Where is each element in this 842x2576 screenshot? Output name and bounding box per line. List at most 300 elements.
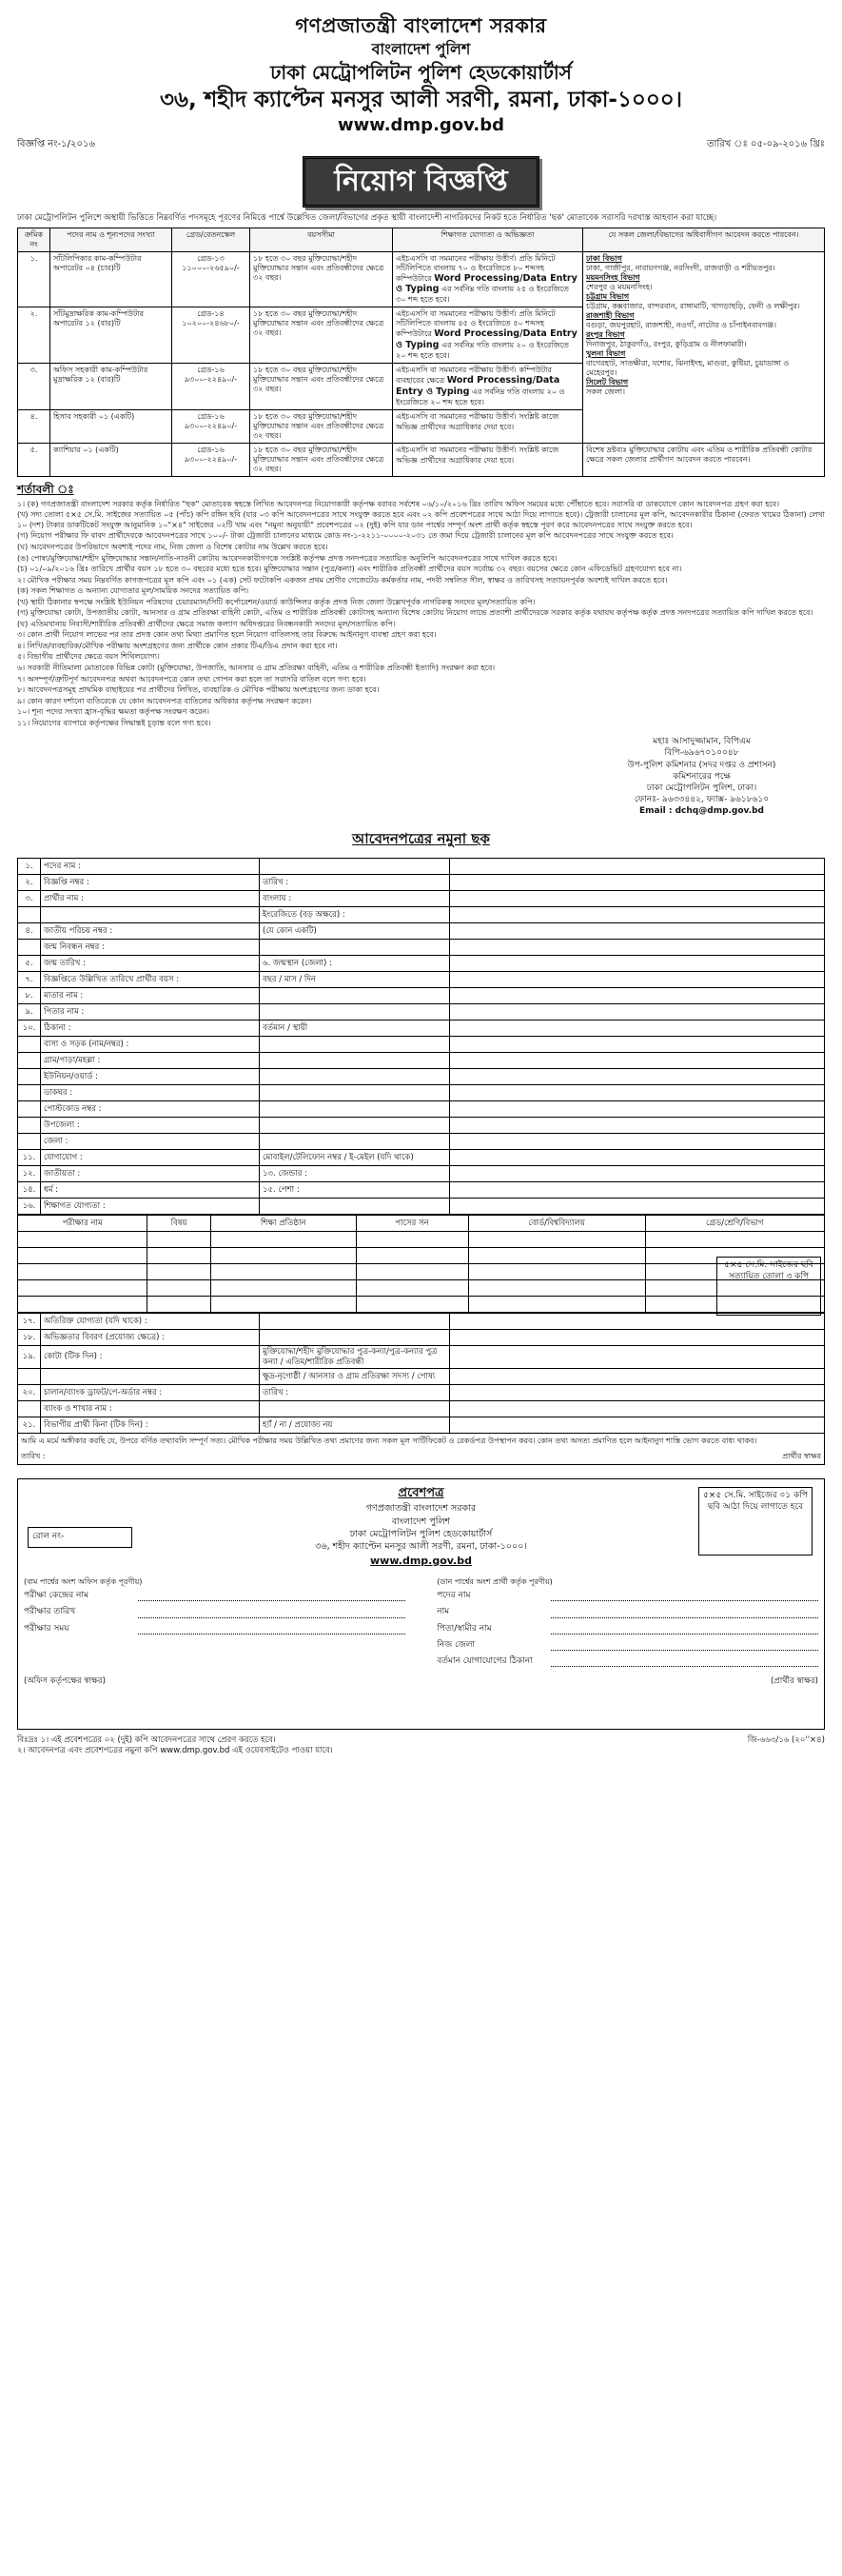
admit-card [17,1478,825,1730]
form-row-fill[interactable] [450,1150,825,1166]
form-row-number: ১২. [18,1166,41,1182]
term-item: (ক) সকল শিক্ষাগত ও অন্যান্য যোগ্যতার মূল/সাময়িক সনদের সত্যায়িত কপি। [17,586,249,596]
form-row-label: জন্ম তারিখ : [41,956,260,972]
th-grade: গ্রেড/বেতনস্কেল [172,228,250,251]
edu-cell[interactable] [356,1264,468,1280]
admit-hq: ঢাকা মেট্রোপলিটন পুলিশ হেডকোয়ার্টার্স [349,1529,493,1540]
form-row-extra: ক্ষুদ্র-নৃগোষ্ঠী / আনসার ও গ্রাম প্রতিরক্ষা সদস্য / পোষ্য [260,1369,450,1385]
police-name: বাংলাদেশ পুলিশ [371,40,471,59]
form-row-number: ১১. [18,1150,41,1166]
admit-row-label: পরীক্ষা কেন্দ্রের নাম [24,1591,89,1601]
website: www.dmp.gov.bd [337,115,505,135]
post-row [18,251,825,307]
form-row [18,1166,825,1182]
form-row-extra [260,988,450,1004]
form-row-extra [260,1134,450,1150]
form-row-number: ১৯. [18,1346,41,1369]
form-row-extra [260,1401,450,1417]
roll-box: রোল নং- [28,1527,132,1548]
form-row-fill[interactable] [450,1417,825,1434]
edu-row [18,1232,825,1248]
post-edu [393,409,583,443]
form-row-label: ধর্ম : [41,1182,260,1199]
form-row-extra: বাংলায় : [260,891,450,907]
form-row-extra: হ্যাঁ / না / প্রযোজ্য নয় [260,1417,450,1434]
form-row [18,940,825,956]
form-row-label: ইউনিয়ন/ওয়ার্ড : [41,1069,260,1085]
form-row-fill[interactable] [450,923,825,940]
form-row [18,1314,825,1330]
term-item: ৭। অসম্পূর্ণ/ত্রুটিপূর্ণ আবেদনপত্র অথবা আবেদনপত্রে কোন তথ্য গোপন করা হলে তা সরাসরি বাতিল বলে গণ্য হবে। [17,674,366,684]
edu-cell[interactable] [147,1232,211,1248]
govt-name: গণপ্রজাতন্ত্রী বাংলাদেশ সরকার [295,14,547,37]
form-row-number: ১. [18,859,41,875]
edu-cell[interactable] [356,1248,468,1264]
admit-row-label: নিজ জেলা [437,1639,476,1650]
post-name: ক্যাশিয়ার ০১ (একটি) [50,443,172,476]
edu-cell[interactable] [468,1248,645,1264]
admit-row-label: বর্তমান যোগাযোগের ঠিকানা [437,1656,533,1667]
form-title: আবেদনপত্রের নমুনা ছক [352,830,490,848]
form-row-extra [260,1101,450,1118]
edu-skill: Word Processing/Data Entry ও Typing [396,375,560,397]
term-item: (খ) সদ্য তোলা ৫×৫ সে.মি. সাইজের সত্যায়িত ০৫ (পাঁচ) কপি রঙ্গিন ছবি (যার ০৩ কপি আবেদনপত্রের সাথে সংযুক্ত করতে হবে এবং ০২ কপি প্রবেশপত্রের সাথে আঠা দিয়ে লাগাতে হবে)। ট্রেজারী চালানের মূল কপি, আবেদনকারীর ঠিকানা (ফেরত খামের ঠিকানা) লেখা ১০ (দশ) টাকার ডাকটিকেট সংযুক্ত আনুমানিক ১০"×৪" সাইজের ০২টি খাম এবং "নমুনা অনুযায়ী" প্রবেশপত্রের ০২ (দুই) কপি যার ডান পার্শ্বের সম্পূর্ণ অংশ প্রার্থী কর্তৃক স্বহস্তে পূরণ করে আবেদনপত্রের সাথে সংযুক্ত করতে হবে। [17,510,825,529]
post-age: ১৮ হতে ৩০ বছর মুক্তিযোদ্ধা/শহীদ মুক্তিযোদ্ধার সন্তান এবং প্রতিবন্ধীদের ক্ষেত্রে ৩২ বছর। [250,409,393,443]
form-row-extra: ইংরেজিতে (বড় অক্ষরে) : [260,907,450,923]
intro-text: ঢাকা মেট্রোপলিটন পুলিশে অস্থায়ী ভিত্তিতে নিম্নবর্ণিত পদসমূহে পূরণের নিমিত্তে পার্শ্বে উল্লেখিত জেলা/বিভাগের প্রকৃত স্থায়ী বাংলাদেশী নাগরিকদের নিকট হতে নির্ধারিত 'ছক' মোতাবেক সরাসরি দরখাস্ত আহবান করা যাচ্ছে। [17,212,717,223]
admit-police: বাংলাদেশ পুলিশ [391,1516,451,1527]
th-age: বয়সসীমা [250,228,393,251]
edu-cell[interactable] [147,1280,211,1297]
form-row-number [18,1037,41,1053]
edu-cell[interactable] [210,1248,356,1264]
form-row-fill[interactable] [450,1401,825,1417]
sig-email: Email : dchq@dmp.gov.bd [638,806,764,817]
term-item: ৯। কোন কারণ দর্শানো ব্যতিরেকে যে কোন আবেদনপত্র বাতিলের অধিকার কর্তৃপক্ষ সংরক্ষণ করেন। [17,696,312,705]
admit-row-line[interactable] [138,1607,405,1617]
edu-cell[interactable] [147,1297,211,1313]
form-row-label: পিতার নাম : [41,1004,260,1020]
form-row-number: ৫. [18,956,41,972]
form-row-extra [260,1330,450,1346]
form-row-label [41,907,260,923]
form-row-label: কোটা (টিক দিন) : [41,1346,260,1369]
form-row-extra [260,1069,450,1085]
form-row-label: বাসা ও সড়ক (নাম/নম্বর) : [41,1037,260,1053]
form-row [18,1346,825,1369]
form-row [18,891,825,907]
terms-title: শর্তাবলী ঃ [17,482,74,496]
form-row-fill[interactable] [450,1369,825,1385]
edu-tail: এর সর্বনিম্ন গতি বাংলায় ২০ ও ইংরেজিতে ২০ শব্দ হতে হবে। [396,341,569,361]
admit-row-line[interactable] [551,1607,818,1617]
edu-cell[interactable] [18,1248,147,1264]
form-row-extra [260,1118,450,1134]
th-edu: শিক্ষাগত যোগ্যতা ও অভিজ্ঞতা [393,228,583,251]
form-row [18,1004,825,1020]
edu-header: পরীক্ষার নাম [18,1216,147,1232]
form-row [18,1085,825,1101]
admit-columns [24,1577,818,1673]
post-edu [393,307,583,364]
form-row-number: ৮. [18,988,41,1004]
admit-address: ৩৬, শহীদ ক্যাপ্টেন মনসুর আলী সরণী, রমনা, ঢাকা-১০০০। [315,1541,527,1553]
form-row [18,1385,825,1401]
edu-text: এইচএসসি বা সমমানের পরীক্ষায় উত্তীর্ণ। সংশ্লিষ্ট কাজে অভিজ্ঞ প্রার্থীদের অগ্রাধিকার দেয়া হবে। [396,411,559,431]
district-title: রংপুর বিভাগ [586,329,625,339]
district-body: চট্টগ্রাম, কক্সবাজার, বান্দরবান, রাঙ্গামাটি, খাগড়াছড়ি, ফেনী ও লক্ষীপুর। [586,301,800,310]
form-row-number: ১৪. [18,1182,41,1199]
form-row-label: উপজেলা : [41,1118,260,1134]
form-row-extra [260,1314,450,1330]
form-row-label: অতিরিক্ত যোগ্যতা (যদি থাকে) : [41,1314,260,1330]
admit-row [437,1591,818,1601]
form-row-number [18,1069,41,1085]
photo-box: ৫×৫ সে.মি. সাইজের ছবি সত্যায়িত তোলা ৩ কপি [716,1257,821,1316]
form-row-extra: বর্তমান / স্থায়ী [260,1020,450,1037]
post-age: ১৮ হতে ৩০ বছর মুক্তিযোদ্ধা/শহীদ মুক্তিযোদ্ধার সন্তান এবং প্রতিবন্ধীদের ক্ষেত্রে ৩২ বছর। [250,307,393,364]
form-row [18,1101,825,1118]
form-row-number [18,940,41,956]
form-row-number: ৪. [18,923,41,940]
term-item: ১। (ক) গণপ্রজাতন্ত্রী বাংলাদেশ সরকার কর্তৃক নির্ধারিত "ছক" মোতাবেক স্বহস্তে লিখিত আবেদনপত্র নিয়োগকারী কর্তৃপক্ষ বরাবর সর্বশেষ ০৬/১০/২০১৬ খ্রিঃ তারিখ অফিস সময়ের মধ্যে পৌঁছাতে হবে। সরাসরি বা ডাকযোগে কোন আবেদনপত্র গ্রহণ করা হবে। [17,499,779,508]
term-item: (ঙ) পোষ্য/মুক্তিযোদ্ধা/শহীদ মুক্তিযোদ্ধার সন্তান/নাতি-নাতনী কোটায় আবেদনকারীগণকে সংশ্লিষ্ট কর্তৃপক্ষ প্রদত্ত সনদপত্রের সত্যায়িত অনুলিপি আবেদনপত্রের সাথে দাখিল করতে হবে। [17,553,558,563]
header [17,13,825,137]
term-item: ১১। নিয়োগের ব্যাপারে কর্তৃপক্ষের সিদ্ধান্তই চূড়ান্ত বলে গণ্য হবে। [17,718,211,727]
edu-header: শিক্ষা প্রতিষ্ঠান [210,1216,356,1232]
ref-date: তারিখ ঃ ০৫-০৯-২০১৬ খ্রিঃ [707,138,825,149]
form-row-extra [260,940,450,956]
sig-designation: উপ-পুলিশ কমিশনার (সদর দপ্তর ও প্রশাসন) [627,760,776,770]
form-row-number: ২০. [18,1385,41,1401]
form-row-label: ঠিকানা : [41,1020,260,1037]
form-row-fill[interactable] [450,1385,825,1401]
form-row-extra [260,1004,450,1020]
edu-cell[interactable] [210,1297,356,1313]
district-body: বগুড়া, জয়পুরহাট, রাজশাহী, নওগাঁ, নাটোর ও চাঁপাইনবাবগঞ্জ। [586,320,777,329]
form-row-fill[interactable] [450,891,825,907]
form-row [18,859,825,875]
post-age: ১৮ হতে ৩০ বছর মুক্তিযোদ্ধা/শহীদ মুক্তিযোদ্ধার সন্তান এবং প্রতিবন্ধীদের ক্ষেত্রে ৩২ বছর। [250,364,393,410]
edu-cell[interactable] [468,1280,645,1297]
form-row [18,988,825,1004]
edu-row [18,1280,825,1297]
sig-office: ঢাকা মেট্রোপলিটন পুলিশ, ঢাকা। [646,783,757,793]
post-grade: গ্রেড-১৪ ১০২০০-২৪৬৮০/- [172,307,250,364]
edu-cell[interactable] [18,1264,147,1280]
form-row-label: গ্রাম/পাড়া/মহল্লা : [41,1053,260,1069]
form-row [18,875,825,891]
declaration-text: আমি এ মর্মে অঙ্গীকার করছি যে, উপরে বর্ণিত তথ্যাবলি সম্পূর্ণ সত্য। মৌখিক পরীক্ষার সময় উল্লিখিত তথ্য প্রমাণের জন্য সকল মূল সার্টিফিকেট ও রেকর্ডপত্র উপস্থাপন করব। কোন তথ্য অসত্য প্রমাণিত হলে আইনানুগ শাস্তি ভোগ করতে বাধ্য থাকব। [21,1437,757,1446]
form-row-fill[interactable] [450,907,825,923]
form-row-fill[interactable] [450,972,825,988]
form-row [18,1182,825,1199]
form-row-number [18,1101,41,1118]
form-row-fill[interactable] [450,1330,825,1346]
admit-row [437,1607,818,1617]
admit-govt: গণপ্রজাতন্ত্রী বাংলাদেশ সরকার [365,1503,477,1515]
admit-row-label: পদের নাম [437,1591,471,1601]
form-row-extra: বছর / মাস / দিন [260,972,450,988]
district-title: ঢাকা বিভাগ [586,253,622,263]
edu-cell[interactable] [210,1232,356,1248]
form-row-label: যোগাযোগ : [41,1150,260,1166]
form-row-fill[interactable] [450,1199,825,1215]
edu-row [18,1297,825,1313]
district-title: রাজশাহী বিভাগ [586,310,635,320]
posts-table [17,228,825,477]
admit-row-line[interactable] [138,1624,405,1635]
post-row [18,443,825,476]
form-row-label: জেলা : [41,1134,260,1150]
form-row [18,907,825,923]
form-row [18,1417,825,1434]
form-row-number [18,1401,41,1417]
form-row [18,1401,825,1417]
edu-row [18,1248,825,1264]
post-grade: গ্রেড-১৩ ১১০০০-২৬৫৯০/- [172,251,250,307]
education-table [17,1215,825,1313]
admit-row-line[interactable] [551,1591,818,1601]
form-row-extra: মুক্তিযোদ্ধা/শহীদ মুক্তিযোদ্ধার পুত্র-কন্যা/পুত্র-কন্যার পুত্র কন্যা / এতিম/শারীরিক প্রতিবন্ধী [260,1346,450,1369]
form-row-label: প্রার্থীর নাম : [41,891,260,907]
form-row-fill[interactable] [450,1085,825,1101]
admit-row [24,1607,405,1617]
banner-wrap [17,156,825,208]
declaration [17,1434,825,1465]
form-row-number [18,1369,41,1385]
hq-address: ৩৬, শহীদ ক্যাপ্টেন মনসুর আলী সরণী, রমনা, ঢাকা-১০০০। [160,88,682,113]
term-item: ৮। আবেদনপত্রসমূহ প্রাথমিক বাছাইয়ের পর প্রার্থীদের লিখিত, ব্যবহারিক ও মৌখিক পরীক্ষায় অংশগ্রহণের জন্য ডাকা হবে। [17,685,380,695]
post-edu [393,443,583,476]
edu-cell[interactable] [18,1297,147,1313]
form-row-fill[interactable] [450,1053,825,1069]
edu-header: পাসের সন [356,1216,468,1232]
form-row-label: বিজ্ঞপ্তি নম্বর : [41,875,260,891]
hq-name: ঢাকা মেট্রোপলিটন পুলিশ হেডকোয়ার্টার্স [270,61,572,85]
form-row [18,956,825,972]
form-row-label: বিভাগীয় প্রার্থী কিনা (টিক দিন) : [41,1417,260,1434]
district-list [583,251,825,443]
form-row-fill[interactable] [450,875,825,891]
term-item: (ঘ) এতিমখানায় নিবাসী/শারীরিক প্রতিবন্ধী প্রার্থীদের ক্ষেত্রে সমাজ কল্যাণ অধিদপ্তরের নিবন্ধনকারী সনদের মূল/সত্যায়িত কপি। [17,619,396,628]
form-row-number [18,907,41,923]
edu-cell[interactable] [356,1232,468,1248]
terms-list [17,500,825,728]
term-item: ২। মৌখিক পরীক্ষার সময় নিম্নবর্ণিত কাগজপত্রের মূল কপি এবং ০১ (এক) সেট ফটোকপি একজন প্রথম শ্রেণীর গেজেটেড কর্মকর্তার নাম, পদবী সম্বলিত সীল, স্বাক্ষর ও তারিখসহ সত্যায়নপূর্বক অবশ্যই দাখিল করতে হবে। [17,575,668,585]
post-grade: গ্রেড-১৬ ৯৩০০-২২৪৯০/- [172,364,250,410]
post-edu [393,251,583,307]
form-row-label: বিজ্ঞপ্তিতে উল্লিখিত তারিখে প্রার্থীর বয়স : [41,972,260,988]
admit-right [437,1577,818,1673]
footnote-2: ২। আবেদনপত্র এবং প্রবেশপত্রের নমুনা কপি www.dmp.gov.bd এই ওয়েবসাইটেও পাওয়া যাবে। [17,1745,333,1755]
admit-title: প্রবেশপত্র [398,1486,444,1501]
print-code: জি-৬৬৩/১৬ (২০''×৪) [747,1735,825,1746]
application-form-2 [17,1313,825,1434]
term-item: ৫। বিভাগীয় প্রার্থীদের ক্ষেত্রে বয়স শিথিলযোগ্য। [17,652,160,662]
edu-tail: এর সর্বনিম্ন গতি বাংলায় ২০ ও ইংরেজিতে ২০ শব্দ হতে হবে। [396,386,565,406]
admit-row-label: পরীক্ষার সময় [24,1623,69,1634]
right-caption: (ডান পার্শ্বের অংশ প্রার্থী কর্তৃক পূরণীয়) [437,1577,553,1587]
form-row-fill[interactable] [450,956,825,972]
admit-row-line[interactable] [138,1591,405,1601]
declaration-footer [21,1452,821,1461]
edu-text: এইচএসসি বা সমমানের পরীক্ষায় উত্তীর্ণ। প্রতি মিনিটে সাঁটলিপিতে বাংলায় ৭০ ও ইংরেজিতে ৮০ শব্দসহ কম্পিউটারে [396,253,556,283]
edu-cell[interactable] [468,1264,645,1280]
post-no: ১. [18,251,50,307]
form-row-fill[interactable] [450,1182,825,1199]
candidate-signature: (প্রার্থীর স্বাক্ষর) [771,1676,818,1687]
edu-cell[interactable] [645,1232,824,1248]
form-row-extra: তারিখ : [260,1385,450,1401]
edu-header: বিষয় [147,1216,211,1232]
form-row [18,1330,825,1346]
district-body: দিনাজপুর, ঠাকুরগাঁও, রংপুর, কুড়িগ্রাম ও নীলফামারী। [586,339,747,348]
edu-cell[interactable] [18,1232,147,1248]
form-row-label: পদের নাম : [41,859,260,875]
district-body: বাগেরহাট, সাতক্ষীরা, যশোর, ঝিনাইদহ, মাগুরা, কুষ্টিয়া, চুয়াডাঙ্গা ও মেহেরপুর। [586,358,790,377]
recruitment-banner: নিয়োগ বিজ্ঞপ্তি [303,156,538,208]
post-no: ৫. [18,443,50,476]
edu-cell[interactable] [468,1297,645,1313]
edu-cell[interactable] [147,1248,211,1264]
form-row-extra [260,859,450,875]
admit-row-line[interactable] [551,1640,818,1651]
sig-name: মহাঃ আসাদুজ্জামান, বিপিএম [653,737,751,747]
district-title: ময়মনসিংহ বিভাগ [586,272,640,282]
edu-cell[interactable] [210,1264,356,1280]
ref-number: বিজ্ঞপ্তি নং-১/২০১৬ [17,138,95,149]
form-row [18,1150,825,1166]
form-row [18,972,825,988]
form-row-fill[interactable] [450,1134,825,1150]
term-item: ৪। লিখিত/ব্যবহারিক/মৌখিক পরীক্ষায় অংশগ্রহণের জন্য প্রার্থীকে কোন প্রকার টিএ/ডিএ প্রদান করা হবে না। [17,641,338,650]
term-item: ১০। শূন্য পদের সংখ্যা হ্রাস-বৃদ্ধির ক্ষমতা কর্তৃপক্ষ সংরক্ষণ করেন। [17,707,209,717]
form-row-number: ১৬. [18,1199,41,1215]
form-row-fill[interactable] [450,1314,825,1330]
post-grade: গ্রেড-১৬ ৯৩০০-২২৪৯০/- [172,443,250,476]
admit-row-line[interactable] [551,1624,818,1635]
form-row-extra [260,1037,450,1053]
form-row-extra: তারিখ : [260,875,450,891]
form-row-fill[interactable] [450,1346,825,1369]
form-row-fill[interactable] [450,1069,825,1085]
form-row-fill[interactable] [450,859,825,875]
form-row [18,923,825,940]
form-row [18,1118,825,1134]
term-item: (খ) স্থায়ী ঠিকানার স্বপক্ষে সংশ্লিষ্ট ইউনিয়ন পরিষদের চেয়ারম্যান/সিটি কর্পোরেশন/ওয়ার্ড কাউন্সিলর কর্তৃক প্রদত্ত নিজ জেলা উল্লেখপূর্বক নাগরিকত্ব সনদের মূল/সত্যায়িত কপি। [17,597,536,606]
form-row-fill[interactable] [450,1101,825,1118]
signature-block [578,736,825,817]
admit-website: www.dmp.gov.bd [370,1554,472,1567]
form-row-number: ১৮. [18,1330,41,1346]
edu-header-row [18,1216,825,1232]
post-grade: গ্রেড-১৬ ৯৩০০-২২৪৯০/- [172,409,250,443]
form-row-number: ৭. [18,972,41,988]
admit-row [24,1591,405,1601]
form-row-extra: ৬. জন্মস্থান (জেলা) : [260,956,450,972]
form-row-number: ২১. [18,1417,41,1434]
edu-cell[interactable] [356,1297,468,1313]
form-row-number: ৯. [18,1004,41,1020]
edu-header: গ্রেড/শ্রেণি/বিভাগ [645,1216,824,1232]
left-caption: (বাম পার্শ্বের অংশ অফিস কর্তৃক পূরণীয়) [24,1577,143,1587]
district-note: বিশেষ দ্রষ্টব্যঃ মুক্তিযোদ্ধার কোটায় এবং এতিম ও শারীরিক প্রতিবন্ধী কোটার ক্ষেত্রে সকল জেলার প্রার্থীগণ আবেদন করতে পারবেন। [583,443,825,476]
form-row-label: জাতীয়তা : [41,1166,260,1182]
admit-row [437,1640,818,1651]
form-row-label: ডাকঘর : [41,1085,260,1101]
sig-for: কমিশনারের পক্ষে [673,771,731,782]
form-row-fill[interactable] [450,988,825,1004]
form-row-label: জন্ম নিবন্ধন নম্বর : [41,940,260,956]
form-row-label [41,1369,260,1385]
form-row-fill[interactable] [450,1020,825,1037]
form-row-extra: ১৩. জেন্ডার : [260,1166,450,1182]
form-row-fill[interactable] [450,1004,825,1020]
edu-cell[interactable] [356,1280,468,1297]
form-row-label: অভিজ্ঞতার বিবরণ (প্রযোজ্য ক্ষেত্রে) : [41,1330,260,1346]
edu-cell[interactable] [147,1264,211,1280]
post-name: হিসাব সহকারী ০১ (একটি) [50,409,172,443]
admit-left [24,1577,405,1673]
form-row-number [18,1118,41,1134]
form-row-fill[interactable] [450,1037,825,1053]
form-row-label: পোস্টকোড নম্বর : [41,1101,260,1118]
form-row [18,1020,825,1037]
edu-cell[interactable] [468,1232,645,1248]
form-row-fill[interactable] [450,940,825,956]
application-form [17,858,825,1215]
form-row-number: ১৭. [18,1314,41,1330]
post-name: সাঁটলিপিকার কাম-কম্পিউটার অপারেটর ০৪ (চার)টি [50,251,172,307]
form-row-fill[interactable] [450,1118,825,1134]
date-label: তারিখ : [21,1452,46,1461]
form-row-label: ব্যাংক ও শাখার নাম : [41,1401,260,1417]
th-post: পদের নাম ও শূন্যপদের সংখ্যা [50,228,172,251]
term-item: (গ) মুক্তিযোদ্ধা কোটা, উপজাতীয় কোটা, আনসার ও গ্রাম প্রতিরক্ষা বাহিনী কোটা, এতিম ও শারীরিক প্রতিবন্ধী কোটাসহ অন্যান্য বিশেষ কোটায় নিয়োগ লাভে প্রত্যাশী প্রার্থীদেরকে সরকার কর্তৃক যথাযথ কর্তৃপক্ষ কর্তৃক প্রদত্ত সনদপত্রের সত্যায়িত কপি দাখিল করতে হবে। [17,608,813,618]
district-title: চট্টগ্রাম বিভাগ [586,291,630,301]
admit-row-label: পরীক্ষার তারিখ [24,1607,76,1617]
term-item: ৬। সরকারী নীতিমালা মোতাবেক বিভিন্ন কোটা (মুক্তিযোদ্ধা, উপজাতি, আনসার ও গ্রাম প্রতিরক্ষা বাহিনী, এতিম ও শারীরিক প্রতিবন্ধী ইত্যাদি) সংরক্ষণ করা হবে। [17,664,496,672]
edu-cell[interactable] [210,1280,356,1297]
ref-line [17,139,825,151]
term-item: (চ) ০১/০৯/২০১৬ খ্রিঃ তারিখে প্রার্থীর বয়স ১৮ হতে ৩০ বছরের মধ্যে হতে হবে। মুক্তিযোদ্ধার সন্তান (পুত্র/কন্যা) এবং শারীরিক প্রতিবন্ধী প্রার্থীদের বয়স সর্বোচ্চ ৩২ বছর। বয়সের ক্ষেত্রে কোন এফিডেভিট গ্রহণযোগ্য হবে না। [17,565,682,574]
form-row-number: ৩. [18,891,41,907]
admit-row [437,1624,818,1635]
form-row-fill[interactable] [450,1166,825,1182]
post-no: ২. [18,307,50,364]
form-row [18,1369,825,1385]
post-name: অফিস সহকারী কাম-কম্পিউটার মুদ্রাক্ষরিক ১২ (বার)টি [50,364,172,410]
form-row [18,1134,825,1150]
form-row-number [18,1134,41,1150]
th-no: ক্রমিক নং [18,228,50,251]
admit-row-line[interactable] [551,1656,818,1667]
footnotes [17,1735,825,1755]
edu-cell[interactable] [18,1280,147,1297]
admit-row-label: নাম [437,1607,450,1617]
form-row [18,1199,825,1215]
edu-text: এইচএসসি বা সমমানের পরীক্ষায় উত্তীর্ণ। সংশ্লিষ্ট কাজে অভিজ্ঞ প্রার্থীদের অগ্রাধিকার দেয়া হবে। [396,445,559,465]
district-title: সিলেট বিভাগ [586,377,629,386]
edu-row [18,1264,825,1280]
form-row [18,1069,825,1085]
edu-text: এইচএসসি বা সমমানের পরীক্ষায় উত্তীর্ণ। কম্পিউটার ব্যবহারের ক্ষেত্রে [396,366,552,386]
form-row [18,1037,825,1053]
term-item: ৩। কোন প্রার্থী নিয়োগ লাভের পর তার প্রদত্ত কোন তথ্য মিথ্যা প্রমাণিত হলে নিয়োগ বাতিলসহ তার বিরুদ্ধে আইনানুগ ব্যবস্থা গ্রহণ করা হবে। [17,630,437,640]
form-row-extra [260,1199,450,1215]
admit-row [24,1624,405,1635]
